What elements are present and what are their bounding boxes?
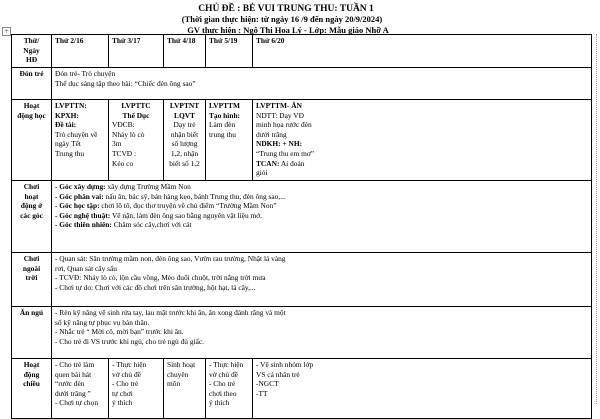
teacher-info: GV thực hiện : Ngô Thị Hoa Lý - Lớp: Mẫu giáo Nhỡ A xyxy=(187,25,389,35)
afternoon-fri: - Vệ sinh nhóm lớp VS cá nhân trẻ -NGCT -TT xyxy=(253,359,592,419)
lesson-thu: LVPTTM Tạo hình: Làm đèn trung thu xyxy=(206,100,253,181)
table-header-row xyxy=(12,35,592,68)
row-label-choi-goc: Chơi hoạt động ở các góc xyxy=(12,181,52,253)
row-an-ngu xyxy=(12,307,592,359)
day-header-thu: Thứ 5/19 xyxy=(206,35,253,68)
row-don-tre xyxy=(12,68,592,100)
day-header-fri: Thứ 6/20 xyxy=(253,35,592,68)
day-header-tue: Thứ 3/17 xyxy=(109,35,164,68)
list-item: - Góc học tập: chơi lô tô, đọc thơ truyện về chủ điểm “Trường Mầm Non” xyxy=(55,201,277,211)
afternoon-tue: - Thực hiện vở chủ đề - Cho trẻ tự chơi ý thích xyxy=(109,359,164,419)
row-choi-ngoai-troi xyxy=(12,253,592,307)
row-hoat-dong-chieu xyxy=(12,359,592,419)
day-header-wed: Thứ 4/18 xyxy=(164,35,206,68)
row-label-choi-ngoai-troi: Chơi ngoài trời xyxy=(12,253,52,307)
document-title: CHỦ ĐỀ : BÉ VUI TRUNG THU: TUẦN 1 xyxy=(198,4,374,14)
an-ngu-content: - Rèn kỹ năng vệ sinh rửa tay, lau mặt trước khi ăn, ăn xong đánh răng và một số kỹ năng tự phục vụ bản thân. - Nhắc trẻ “ Mời cô, mời bạn” trước khi ăn. - Cho trẻ đi VS trước khi ngủ, cho trẻ ngủ đủ giấc. xyxy=(52,307,592,359)
table-move-handle-icon[interactable]: + xyxy=(3,28,10,35)
corner-cell: Thứ/ Ngày HĐ xyxy=(12,35,52,68)
page-margin-guide xyxy=(596,34,598,404)
afternoon-mon: - Cho trẻ làm quen bài hát “rước đèn dưới trăng ” - Chơi tự chọn xyxy=(52,359,109,419)
lesson-tue: LVPTTC Thể Dục VĐCB: Nhảy lò cò 3m TCVĐ : Kéo co xyxy=(109,100,164,181)
list-item: - Góc thiên nhiên: Chăm sóc cây,chơi với cát xyxy=(55,220,192,230)
row-label-hoat-dong-chieu: Hoạt động chiều xyxy=(12,359,52,419)
don-tre-content: Đón trẻ- Trò chuyện Thể dục sáng tập theo bài: “Chiếc đèn ông sao” xyxy=(52,68,592,100)
row-label-an-ngu: Ăn ngủ xyxy=(12,307,52,359)
row-hoat-dong-hoc xyxy=(12,100,592,181)
choi-ngoai-troi-content: - Quan sát: Sân trường mầm non, đèn ông sao, Vườn rau trường, Nhặt lá vàng rơi, Quan sát cây sấu - TCVĐ: Nhảy lò cò, lộn cầu vồng, Mèo đuổi chuột, trời nắng trời mưa - Chơi tự do: Chơi với các đồ chơi trên sân trường, hột hạt, lá cây,... xyxy=(52,253,592,307)
row-label-don-tre: Đón trẻ xyxy=(12,68,52,100)
weekly-schedule-table xyxy=(11,34,592,419)
list-item: - Góc phân vai: nấu ăn, bác sỹ, bán hàng kẹo, bánh Trung thu, đèn ông sao,... xyxy=(55,191,286,201)
lesson-fri: LVPTTM- ÂN NDTT: Dạy VĐ minh họa rước đèn dưới trăng NDKH: + NH: “Trung thu em mơ” TCAN: Ai đoán giỏi xyxy=(253,100,592,181)
choi-goc-content xyxy=(52,181,592,253)
afternoon-wed: Sinh hoạt chuyên môn xyxy=(164,359,206,419)
afternoon-thu: - Thực hiện vở chủ đề - Cho trẻ chơi theo ý thích xyxy=(206,359,253,419)
lesson-mon: LVPTTN: KPXH: Đề tài: Trò chuyện về ngày Tết Trung thu xyxy=(52,100,109,181)
row-choi-goc xyxy=(12,181,592,253)
lesson-wed: LVPTNT LQVT Dạy trẻ nhận biết số lượng 1,2, nhận biết số 1,2 xyxy=(164,100,206,181)
day-header-mon: Thứ 2/16 xyxy=(52,35,109,68)
date-range: (Thời gian thực hiện: từ ngày 16 /9 đến ngày 20/9/2024) xyxy=(181,14,383,24)
list-item: - Góc xây dựng: xây dựng Trường Mầm Non xyxy=(55,182,191,191)
list-item: - Góc nghệ thuật: Vẽ nặn, làm đèn ông sao bằng nguyên vật liệu mở. xyxy=(55,210,262,220)
row-label-hoat-dong-hoc: Hoạt động học xyxy=(12,100,52,181)
